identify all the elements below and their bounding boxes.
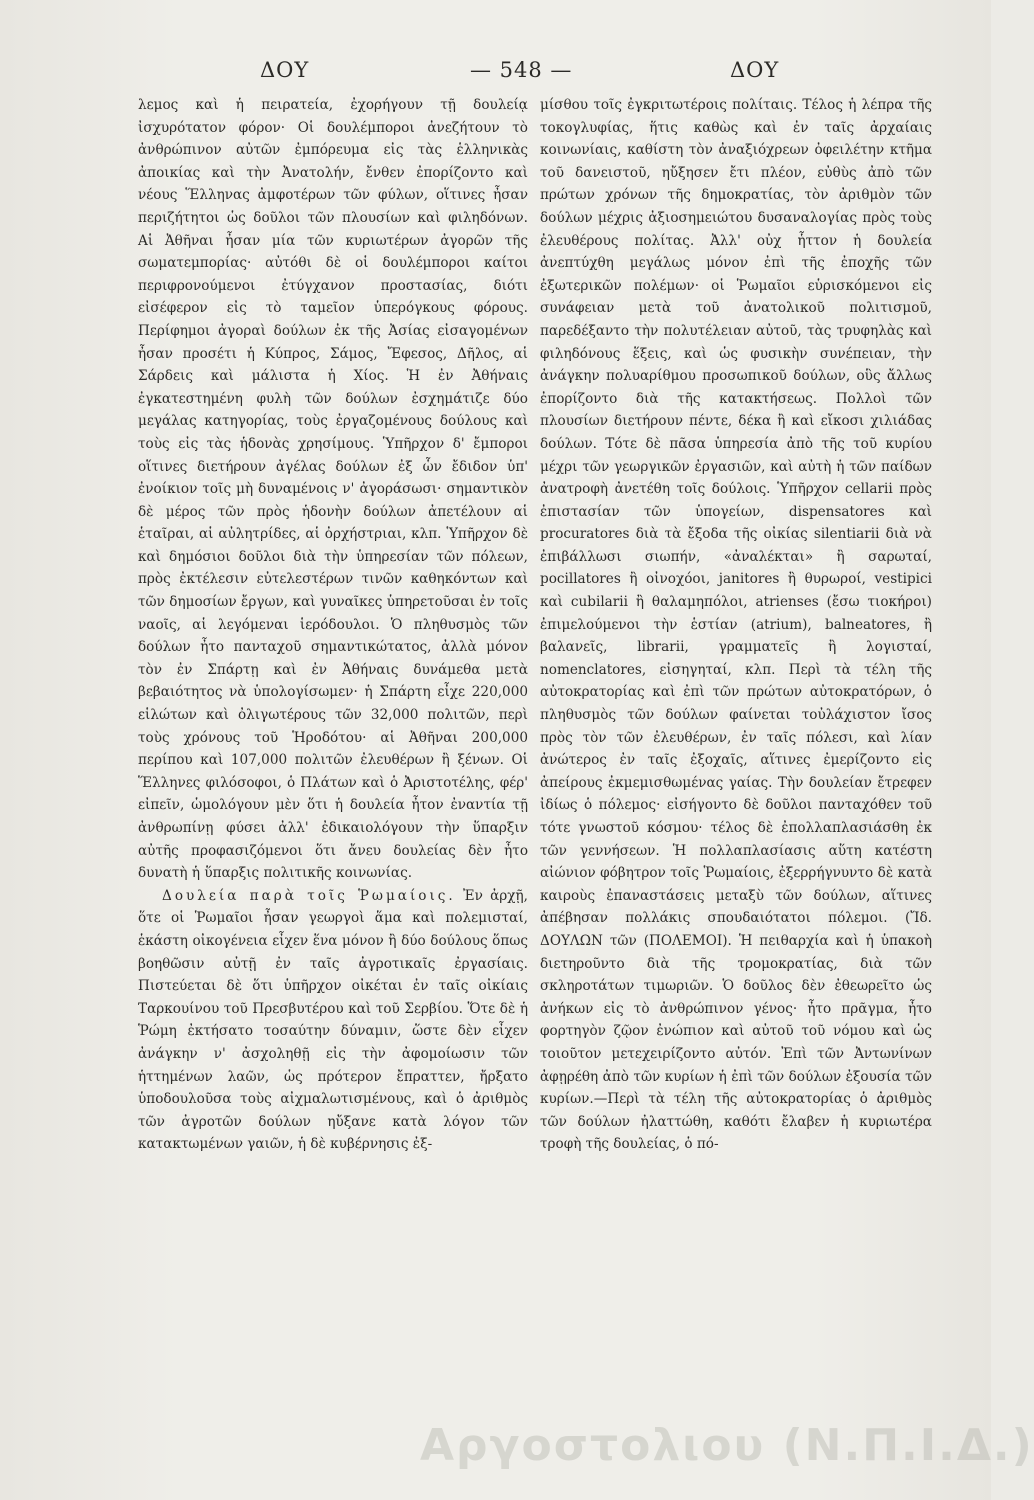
left-column <box>138 94 528 1156</box>
left-paragraph-2-block <box>138 885 528 1156</box>
section-heading: Δουλεία παρὰ τοῖς Ῥωμαίοις. <box>162 887 456 904</box>
right-paragraph-1: μίσθου τοῖς ἐγκριτωτέροις πολίταις. Τέλος ἡ λέπρα τῆς τοκογλυφίας, ἥτις καθὼς καὶ ἐν ταῖς ἀρχαίαις κοινωνίαις, καθίστη τὸν ἀναξιόχρεων ὀφειλέτην κτῆμα τοῦ δανειστοῦ, ηὔξησεν ἔτι πλέον, εὐθὺς ἀπὸ τῶν πρώτων χρόνων τῆς δημοκρατίας, τὸν ἀριθμὸν τῶν δούλων μέχρις ἀξιοσημειώτου δυσαναλογίας πρὸς τοὺς ἐλευθέρους πολίτας. Ἀλλ' οὐχ ἧττον ἡ δουλεία ἀνεπτύχθη μεγάλως μόνον ἐπὶ τῆς ἐποχῆς τῶν ἐξωτερικῶν πολέμων· οἱ Ῥωμαῖοι εὑρισκόμενοι εἰς συνάφειαν μετὰ τοῦ ἀνατολικοῦ πολιτισμοῦ, παρεδέξαντο τὴν πολυτέλειαν αὐτοῦ, τὰς τρυφηλὰς καὶ φιληδόνους ἕξεις, καὶ ὡς φυσικὴν συνέπειαν, τὴν ἀνάγκην πολυαρίθμου προσωπικοῦ δούλων, οὓς ἄλλως ἐπορίζοντο διὰ τῆς κατακτήσεως. Πολλοὶ τῶν πλουσίων διετήρουν πέντε, δέκα ἢ καὶ εἴκοσι χιλιάδας δούλων. Τότε δὲ πᾶσα ὑπηρεσία ἀπὸ τῆς τοῦ κυρίου μέχρι τῶν γεωργικῶν ἐργασιῶν, καὶ αὐτὴ ἡ τῶν παίδων ἀνατροφὴ ἀνετέθη τοῖς δούλοις. Ὑπῆρχον cellarii πρὸς ἐπιστασίαν τῶν ὑπογείων, dispensatores καὶ procuratores διὰ τὰ ἔξοδα τῆς οἰκίας silentiarii διὰ νὰ ἐπιβάλλωσι σιωπήν, «ἀναλέκται» ἢ σαρωταί, pocillatores ἢ οἰνοχόοι, janitores ἢ θυρωροί, vestipici καὶ cubilarii ἢ θαλαμηπόλοι, atrienses (ἔσω τιοκήροι) ἐπιμελούμενοι τὴν ἑστίαν (atrium), balneatores, ἢ βαλανεῖς, librarii, γραμματεῖς ἢ λογισταί, nomenclatores, εἰσηγηταί, κλπ. Περὶ τὰ τέλη τῆς αὐτοκρατορίας καὶ ἐπὶ τῶν πρώτων αὐτοκρατόρων, ὁ πληθυσμὸς τῶν δούλων φαίνεται τοὐλάχιστον ἴσος πρὸς τὸν τῶν ἐλευθέρων, ἐν ταῖς πόλεσι, καὶ λίαν ἀνώτερος ἐν ταῖς ἐξοχαῖς, αἵτινες ἐμερίζοντο εἰς ἀπείρους ἐκμεμισθωμένας γαίας. Τὴν δουλείαν ἔτρεφεν ἰδίως ὁ πόλεμος· εἰσήγοντο δὲ δοῦλοι πανταχόθεν τοῦ τότε γνωστοῦ κόσμου· τέλος δὲ ἐπολλαπλασιάσθη ἐκ τῶν γεννήσεων. Ἡ πολλαπλασίασις αὕτη κατέστη αἰώνιον φόβητρον τοῖς Ῥωμαίοις, ἐξερρήγνυντο δὲ κατὰ καιροὺς ἐπαναστάσεις μεταξὺ τῶν δούλων, αἵτινες ἀπέβησαν πολλάκις σπουδαιότατοι πόλεμοι. (Ἴδ. ΔΟΥΛΩΝ τῶν (ΠΟΛΕΜΟΙ). Ἡ πειθαρχία καὶ ἡ ὑπακοὴ διετηροῦντο διὰ τῆς τρομοκρατίας, διὰ τῶν σκληροτάτων τιμωριῶν. Ὁ δοῦλος δὲν ἐθεωρεῖτο ὡς ἀνήκων εἰς τὸ ἀνθρώπινον γένος· ἦτο πρᾶγμα, ἦτο φορτηγὸν ζῷον ἐνώπιον καὶ αὐτοῦ τοῦ νόμου καὶ ὡς τοιοῦτον μετεχειρίζοντο αὐτόν. Ἐπὶ τῶν Ἀντωνίνων ἀφῃρέθη ἀπὸ τῶν κυρίων ἡ ἐπὶ τῶν δούλων ἐξουσία τῶν κυρίων.—Περὶ τὰ τέλη τῆς αὐτοκρατορίας ὁ ἀριθμὸς τῶν δούλων ἠλαττώθη, καθότι ἔλαβεν ἡ κυριωτέρα τροφὴ τῆς δουλείας, ὁ πό- <box>540 97 932 1153</box>
left-paragraph-2: Ἐν ἀρχῇ, ὅτε οἱ Ῥωμαῖοι ἦσαν γεωργοὶ ἅμα καὶ πολεμισταί, ἑκάστη οἰκογένεια εἶχεν ἕνα μόνον ἢ δύο δούλους ὅπως βοηθῶσιν αὐτῇ ἐν ταῖς ἀγροτικαῖς ἐργασίαις. Πιστεύεται δὲ ὅτι ὑπῆρχον οἰκέται ἐν ταῖς οἰκίαις Ταρκουίνου τοῦ Πρεσβυτέρου καὶ τοῦ Σερβίου. Ὅτε δὲ ἡ Ῥώμη ἐκτήσατο τοσαύτην δύναμιν, ὥστε δὲν εἶχεν ἀνάγκην ν' ἀσχοληθῇ εἰς τὴν ἀφομοίωσιν τῶν ἡττημένων λαῶν, ὡς πρότερον ἔπραττεν, ἤρξατο ὑποδουλοῦσα τοὺς αἰχμαλωτισμένους, καὶ ὁ ἀριθμὸς τῶν ἀγροτῶν δούλων ηὔξανε κατὰ λόγον τῶν κατακτωμένων γαιῶν, ἡ δὲ κυβέρνησις ἐξ- <box>138 887 529 1153</box>
page-header <box>130 52 900 92</box>
library-watermark: Αργοστολιου (Ν.Π.Ι.Δ.) <box>420 1420 1034 1471</box>
left-paragraph-1: λεμος καὶ ἡ πειρατεία, ἐχορήγουν τῇ δουλείᾳ ἰσχυρότατον φόρον· Οἱ δουλέμποροι ἀνεζήτουν τὸ ἀνθρώπινον αὐτῶν ἐμπόρευμα εἰς τὰς ἑλληνικὰς ἀποικίας καὶ τὴν Ἀνατολήν, ἔνθεν ἐπορίζοντο καὶ νέους Ἕλληνας ἀμφοτέρων τῶν φύλων, οἵτινες ἦσαν περιζήτητοι ὡς δοῦλοι τῶν πλουσίων καὶ φιληδόνων. Αἱ Ἀθῆναι ἦσαν μία τῶν κυριωτέρων ἀγορῶν τῆς σωματεμπορίας· αὐτόθι δὲ οἱ δουλέμποροι καίτοι περιφρονούμενοι ἐτύγχανον προστασίας, διότι εἰσέφερον εἰς τὸ ταμεῖον ὑπερόγκους φόρους. Περίφημοι ἀγοραὶ δούλων ἐκ τῆς Ἀσίας εἰσαγομένων ἦσαν προσέτι ἡ Κύπρος, Σάμος, Ἔφεσος, Δῆλος, αἱ Σάρδεις καὶ μάλιστα ἡ Χίος. Ἡ ἐν Ἀθήναις ἐγκατεστημένη φυλὴ τῶν δούλων ἐσχημάτιζε δύο μεγάλας κατηγορίας, τοὺς ἐργαζομένους δούλους καὶ τοὺς εἰς τὰς ἡδονὰς χρησίμους. Ὑπῆρχον δ' ἔμποροι οἵτινες διετήρουν ἀγέλας δούλων ἐξ ὧν ἔδιδον ὑπ' ἐνοίκιον τοῖς μὴ δυναμένοις ν' ἀγοράσωσι· σημαντικὸν δὲ μέρος τῶν πρὸς ἡδονὴν δούλων ἀπετέλουν αἱ ἑταῖραι, αἱ αὐλητρίδες, αἱ ὀρχήστριαι, κλπ. Ὑπῆρχον δὲ καὶ δημόσιοι δοῦλοι διὰ τὴν ὑπηρεσίαν τῶν πόλεων, πρὸς ἐκτέλεσιν εὐτελεστέρων τινῶν καθηκόντων καὶ τῶν δημοσίων ἔργων, καὶ γυναῖκες ὑπηρετοῦσαι ἐν τοῖς ναοῖς, αἱ λεγόμεναι ἱερόδουλοι. Ὁ πληθυσμὸς τῶν δούλων ἦτο πανταχοῦ σημαντικώτατος, ἀλλὰ μόνον τὸν ἐν Σπάρτῃ καὶ ἐν Ἀθήναις δυνάμεθα μετὰ βεβαιότητος νὰ ὑπολογίσωμεν· ἡ Σπάρτη εἶχε 220,000 εἱλώτων καὶ ὀλιγωτέρους τῶν 32,000 πολιτῶν, περὶ τοὺς χρόνους τοῦ Ἡροδότου· αἱ Ἀθῆναι 200,000 περίπου καὶ 107,000 πολιτῶν ἐλευθέρων ἢ ξένων. Οἱ Ἕλληνες φιλόσοφοι, ὁ Πλάτων καὶ ὁ Ἀριστοτέλης, φέρ' εἰπεῖν, ὡμολόγουν μὲν ὅτι ἡ δουλεία ἦτον ἐναντία τῇ ἀνθρωπίνῃ φύσει ἀλλ' ἐδικαιολόγουν τὴν ὕπαρξιν αὐτῆς προφασιζόμενοι ὅτι ἄνευ δουλείας δὲν ἦτο δυνατὴ ἡ ὕπαρξις πολιτικῆς κοινωνίας. <box>138 97 528 882</box>
running-head-left: ΔΟΥ <box>260 58 310 82</box>
running-head-right: ΔΟΥ <box>730 58 780 82</box>
right-column <box>540 94 932 1156</box>
page-number: — 548 — <box>470 58 573 82</box>
